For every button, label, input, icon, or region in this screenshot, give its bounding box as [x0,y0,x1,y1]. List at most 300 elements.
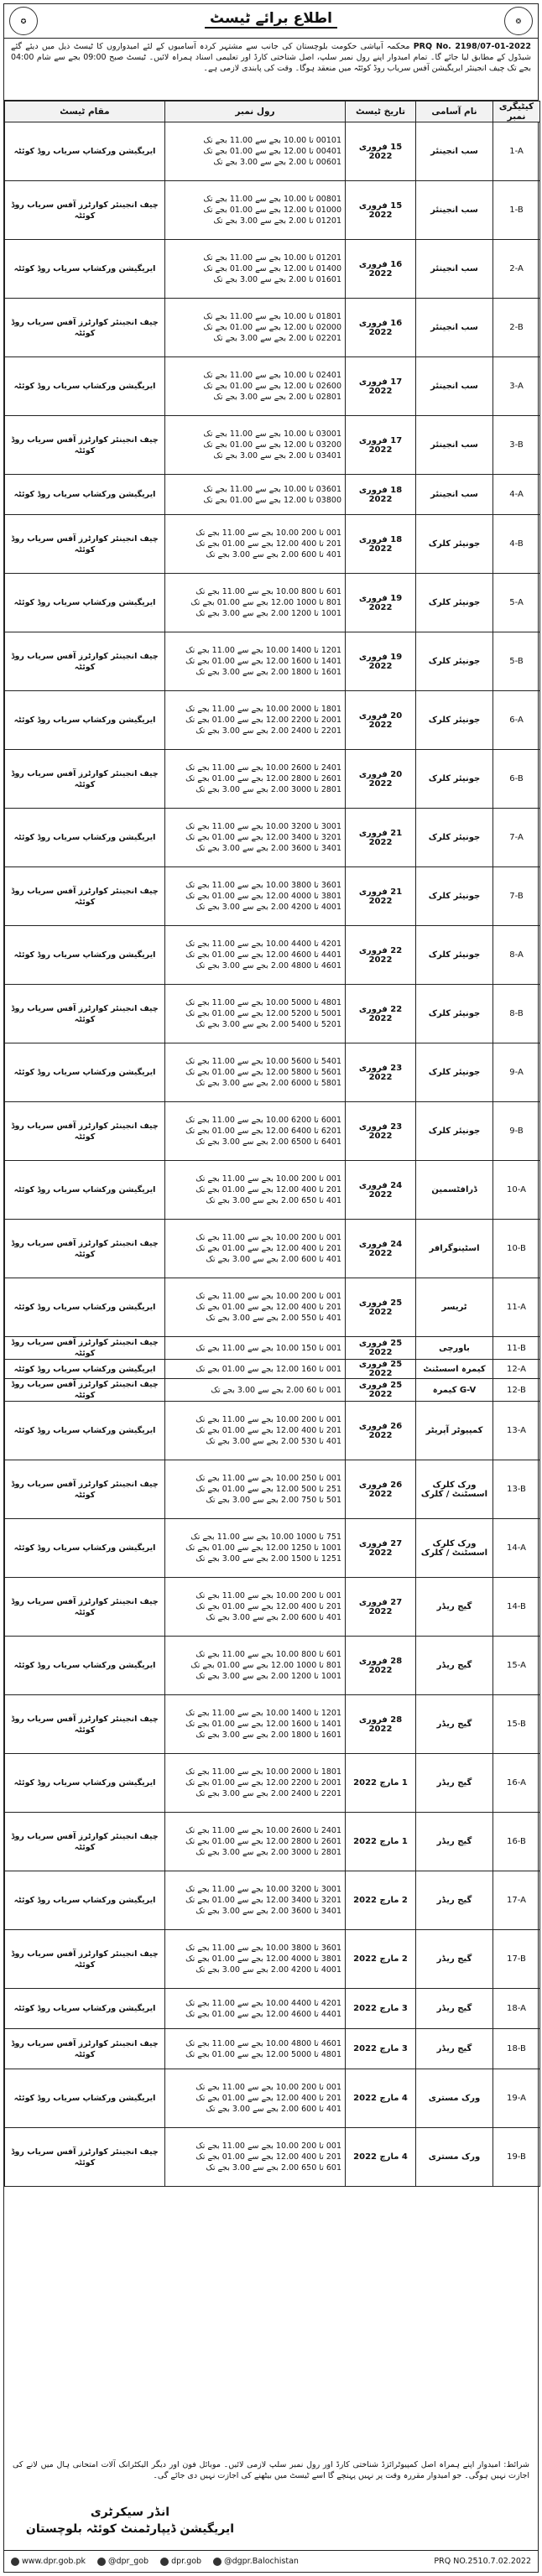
roll-range: 201 تا 400 12.00 بجے سے 01.00 بجے تک [195,539,341,549]
roll-range: 3001 تا 3200 10.00 بجے سے 11.00 بجے تک [185,822,341,831]
table-row [5,1930,540,1989]
roll-range: 201 تا 400 12.00 بجے سے 01.00 بجے تک [195,1602,341,1611]
notice-header [4,4,538,39]
roll-range: 401 تا 600 2.00 بجے سے 3.00 بجے تک [206,1255,341,1264]
roll-range: 03200 تا 12.00 بجے سے 01.00 بجے تک [203,440,341,450]
venue-cell: چیف انجینئر کوارٹرز آفس سریاب روڈ کوئٹہ [5,1695,165,1754]
roll-range: 6001 تا 6200 10.00 بجے سے 11.00 بجے تک [185,1116,341,1125]
rolls-cell [165,1161,346,1220]
category-cell: 7-A [493,809,540,867]
roll-range: 01400 تا 12.00 بجے سے 01.00 بجے تک [203,264,341,273]
post-cell: سب انجینئر [416,357,493,416]
date-cell: 25 فروری 2022 [346,1278,416,1337]
roll-range: 01000 تا 12.00 بجے سے 01.00 بجے تک [203,206,341,215]
venue-cell: ایریگیشن ورکشاپ سریاب روڈ کوئٹہ [5,1754,165,1813]
table-row [5,1278,540,1337]
department-logo-icon: ❂ [504,7,533,35]
table-row [5,1519,540,1578]
roll-range: 3601 تا 3800 10.00 بجے سے 11.00 بجے تک [185,1944,341,1953]
roll-range: 00401 تا 12.00 بجے سے 01.00 بجے تک [203,147,341,156]
roll-range: 201 تا 400 12.00 بجے سے 01.00 بجے تک [195,1303,341,1312]
date-cell: 18 فروری 2022 [346,475,416,515]
twitter-link[interactable]: @dpr_gob [97,2557,149,2566]
date-cell: 15 فروری 2022 [346,181,416,240]
post-cell: گیج ریڈر [416,2029,493,2069]
roll-range: 2001 تا 2200 12.00 بجے سے 01.00 بجے تک [185,716,341,725]
roll-range: 1201 تا 1400 10.00 بجے سے 11.00 بجے تک [185,646,341,655]
category-cell: 13-A [493,1402,540,1460]
roll-range: 2401 تا 2600 10.00 بجے سے 11.00 بجے تک [185,1826,341,1835]
roll-range: 001 تا 60 2.00 بجے سے 3.00 بجے تک [211,1385,341,1395]
date-cell: 27 فروری 2022 [346,1519,416,1578]
roll-range: 601 تا 650 2.00 بجے سے 3.00 بجے تک [206,2163,341,2173]
roll-range: 201 تا 400 12.00 بجے سے 01.00 بجے تک [195,1185,341,1194]
table-row [5,2029,540,2069]
roll-range: 2401 تا 2600 10.00 بجے سے 11.00 بجے تک [185,763,341,773]
post-cell: گیج ریڈر [416,1813,493,1871]
rolls-cell [165,1871,346,1930]
signature-department: ایریگیشن ڈیپارٹمنٹ کوئٹہ بلوچستان [25,2522,235,2536]
post-cell: گیج ریڈر [416,1871,493,1930]
notes-section: شرائط: امیدوار اپنے ہمراہ اصل کمپیوٹرائزڈ شناختی کارڈ اور رول نمبر سلپ لازمی لائیں۔ موبائل فون اور دیگر الیکٹرانک آلات امتحانی ہال میں لانے کی اجازت نہیں ہوگی۔ جو امیدوار مقررہ وقت پر نہیں پہنچے گا اسے ٹیسٹ میں بیٹھنے کی اجازت نہیں دی جائے گی۔ [13,2460,529,2480]
table-row [5,867,540,926]
date-cell: 19 فروری 2022 [346,632,416,691]
category-cell: 18-B [493,2029,540,2069]
table-row [5,1460,540,1519]
roll-range: 01801 تا 10.00 بجے سے 11.00 بجے تک [203,312,341,321]
roll-range: 001 تا 200 10.00 بجے سے 11.00 بجے تک [195,1233,341,1242]
table-row [5,357,540,416]
category-cell: 4-A [493,475,540,515]
category-cell: 11-B [493,1337,540,1360]
category-cell: 16-B [493,1813,540,1871]
rolls-cell [165,181,346,240]
date-cell: 28 فروری 2022 [346,1695,416,1754]
date-cell: 27 فروری 2022 [346,1578,416,1637]
roll-range: 1001 تا 1200 2.00 بجے سے 3.00 بجے تک [195,609,341,618]
roll-range: 001 تا 200 10.00 بجے سے 11.00 بجے تک [195,1174,341,1184]
venue-cell: ایریگیشن ورکشاپ سریاب روڈ کوئٹہ [5,1161,165,1220]
roll-range: 2201 تا 2400 2.00 بجے سے 3.00 بجے تک [195,1789,341,1798]
venue-cell: ایریگیشن ورکشاپ سریاب روڈ کوئٹہ [5,1871,165,1930]
rolls-cell [165,299,346,357]
roll-range: 001 تا 200 10.00 بجے سے 11.00 بجے تک [195,1591,341,1600]
header-post: نام آسامی [416,101,493,122]
venue-cell: چیف انجینئر کوارٹرز آفس سریاب روڈ کوئٹہ [5,181,165,240]
roll-range: 001 تا 200 10.00 بجے سے 11.00 بجے تک [195,2083,341,2092]
rolls-cell [165,867,346,926]
post-cell: گیج ریڈر [416,1930,493,1989]
roll-range: 1601 تا 1800 2.00 بجے سے 3.00 بجے تک [195,668,341,677]
post-cell: گیج ریڈر [416,1637,493,1695]
date-cell: 21 فروری 2022 [346,867,416,926]
category-cell: 19-A [493,2069,540,2128]
venue-cell: چیف انجینئر کوارٹرز آفس سریاب روڈ کوئٹہ [5,515,165,574]
post-cell: جونیئر کلرک [416,926,493,985]
date-cell: 3 مارچ 2022 [346,1989,416,2029]
roll-range: 4201 تا 4400 10.00 بجے سے 11.00 بجے تک [185,1998,341,2008]
date-cell: 25 فروری 2022 [346,1337,416,1360]
roll-range: 4401 تا 4600 12.00 بجے سے 01.00 بجے تک [185,950,341,960]
venue-cell: ایریگیشن ورکشاپ سریاب روڈ کوئٹہ [5,1360,165,1379]
rolls-cell [165,122,346,181]
roll-range: 2601 تا 2800 12.00 بجے سے 01.00 بجے تک [185,774,341,783]
roll-range: 201 تا 400 12.00 بجے سے 01.00 بجے تک [195,1426,341,1435]
venue-cell: ایریگیشن ورکشاپ سریاب روڈ کوئٹہ [5,1043,165,1102]
table-row [5,475,540,515]
roll-range: 00101 تا 10.00 بجے سے 11.00 بجے تک [203,136,341,145]
test-schedule-table [4,101,540,2187]
rolls-cell [165,750,346,809]
rolls-cell [165,1460,346,1519]
date-cell: 16 فروری 2022 [346,240,416,299]
rolls-cell [165,809,346,867]
venue-cell: چیف انجینئر کوارٹرز آفس سریاب روڈ کوئٹہ [5,1578,165,1637]
category-cell: 1-A [493,122,540,181]
post-cell: کمپیوٹر آپریٹر [416,1402,493,1460]
rolls-cell [165,1278,346,1337]
post-cell: G-V کیمرہ [416,1379,493,1402]
post-cell: ورک مستری [416,2128,493,2187]
category-cell: 15-B [493,1695,540,1754]
date-cell: 22 فروری 2022 [346,985,416,1043]
table-row [5,299,540,357]
category-cell: 18-A [493,1989,540,2029]
venue-cell: چیف انجینئر کوارٹرز آفس سریاب روڈ کوئٹہ [5,2029,165,2069]
date-cell: 4 مارچ 2022 [346,2069,416,2128]
roll-range: 401 تا 600 2.00 بجے سے 3.00 بجے تک [206,1613,341,1622]
header-category: کیٹیگری نمبر [493,101,540,122]
table-row [5,1989,540,2029]
table-row [5,1337,540,1360]
notice-document [3,3,539,2573]
table-row [5,985,540,1043]
roll-range: 401 تا 650 2.00 بجے سے 3.00 بجے تک [206,1196,341,1205]
roll-range: 001 تا 160 12.00 بجے سے 01.00 بجے تک [195,1364,341,1374]
date-cell: 16 فروری 2022 [346,299,416,357]
roll-range: 2001 تا 2200 12.00 بجے سے 01.00 بجے تک [185,1778,341,1788]
venue-cell: ایریگیشن ورکشاپ سریاب روڈ کوئٹہ [5,1278,165,1337]
date-cell: 28 فروری 2022 [346,1637,416,1695]
roll-range: 4001 تا 4200 2.00 بجے سے 3.00 بجے تک [195,1965,341,1975]
post-cell: سب انجینئر [416,299,493,357]
category-cell: 17-A [493,1871,540,1930]
category-cell: 2-A [493,240,540,299]
category-cell: 17-B [493,1930,540,1989]
table-row [5,809,540,867]
roll-range: 3201 تا 3400 12.00 بجے سے 01.00 بجے تک [185,833,341,842]
date-cell: 18 فروری 2022 [346,515,416,574]
post-cell: گیج ریڈر [416,1754,493,1813]
roll-range: 3801 تا 4000 12.00 بجے سے 01.00 بجے تک [185,1954,341,1964]
post-cell: گیج ریڈر [416,1578,493,1637]
post-cell: جونیئر کلرک [416,867,493,926]
venue-cell: چیف انجینئر کوارٹرز آفس سریاب روڈ کوئٹہ [5,1813,165,1871]
venue-cell: چیف انجینئر کوارٹرز آفس سریاب روڈ کوئٹہ [5,299,165,357]
roll-range: 751 تا 1000 10.00 بجے سے 11.00 بجے تک [190,1533,341,1542]
roll-range: 801 تا 1000 12.00 بجے سے 01.00 بجے تک [190,1661,341,1670]
table-row [5,2069,540,2128]
roll-range: 03601 تا 10.00 بجے سے 11.00 بجے تک [203,484,341,494]
date-cell: 3 مارچ 2022 [346,2029,416,2069]
post-cell: ٹریسر [416,1278,493,1337]
date-cell: 25 فروری 2022 [346,1360,416,1379]
government-logo-icon: ✪ [9,7,38,35]
signature-block [4,2504,256,2537]
roll-range: 001 تا 200 10.00 بجے سے 11.00 بجے تک [195,528,341,538]
table-row [5,1043,540,1102]
table-row [5,1402,540,1460]
roll-range: 4601 تا 4800 2.00 بجے سے 3.00 بجے تک [195,961,341,971]
rolls-cell [165,574,346,632]
roll-range: 201 تا 400 12.00 بجے سے 01.00 بجے تک [195,1244,341,1253]
roll-range: 01201 تا 10.00 بجے سے 11.00 بجے تک [203,253,341,263]
roll-range: 3401 تا 3600 2.00 بجے سے 3.00 بجے تک [195,1907,341,1916]
roll-range: 02201 تا 2.00 بجے سے 3.00 بجے تک [213,334,341,343]
post-cell: ورک کلرک اسسٹنٹ / کلرک [416,1519,493,1578]
roll-range: 3201 تا 3400 12.00 بجے سے 01.00 بجے تک [185,1896,341,1905]
roll-range: 4801 تا 5000 10.00 بجے سے 11.00 بجے تک [185,998,341,1007]
table-row [5,1754,540,1813]
table-row [5,1637,540,1695]
roll-range: 1801 تا 2000 10.00 بجے سے 11.00 بجے تک [185,705,341,714]
category-cell: 10-B [493,1220,540,1278]
footer-prq: PRQ NO.2510.7.02.2022 [434,2557,531,2566]
roll-range: 03800 تا 12.00 بجے سے 01.00 بجے تک [203,495,341,505]
table-row [5,632,540,691]
date-cell: 20 فروری 2022 [346,691,416,750]
post-cell: اسٹینوگرافر [416,1220,493,1278]
venue-cell: چیف انجینئر کوارٹرز آفس سریاب روڈ کوئٹہ [5,1379,165,1402]
date-cell: 2 مارچ 2022 [346,1871,416,1930]
header-date: تاریخ ٹیسٹ [346,101,416,122]
date-cell: 23 فروری 2022 [346,1102,416,1161]
category-cell: 9-A [493,1043,540,1102]
date-cell: 4 مارچ 2022 [346,2128,416,2187]
rolls-cell [165,632,346,691]
roll-range: 01601 تا 2.00 بجے سے 3.00 بجے تک [213,275,341,284]
roll-range: 1401 تا 1600 12.00 بجے سے 01.00 بجے تک [185,657,341,666]
post-cell: گیج ریڈر [416,1989,493,2029]
table-row [5,1220,540,1278]
rolls-cell [165,1578,346,1637]
roll-range: 3001 تا 3200 10.00 بجے سے 11.00 بجے تک [185,1885,341,1894]
post-cell: سب انجینئر [416,122,493,181]
roll-range: 1251 تا 1500 2.00 بجے سے 3.00 بجے تک [195,1554,341,1564]
roll-range: 801 تا 1000 12.00 بجے سے 01.00 بجے تک [190,598,341,607]
venue-cell: چیف انجینئر کوارٹرز آفس سریاب روڈ کوئٹہ [5,985,165,1043]
roll-range: 4401 تا 4600 12.00 بجے سے 01.00 بجے تک [185,2009,341,2019]
roll-range: 2801 تا 3000 2.00 بجے سے 3.00 بجے تک [195,785,341,794]
rolls-cell [165,1754,346,1813]
table-row [5,1578,540,1637]
date-cell: 26 فروری 2022 [346,1402,416,1460]
post-cell: جونیئر کلرک [416,1043,493,1102]
roll-range: 401 تا 550 2.00 بجے سے 3.00 بجے تک [206,1314,341,1323]
facebook-link[interactable]: dpr.gob [160,2557,201,2566]
table-row [5,1871,540,1930]
date-cell: 25 فروری 2022 [346,1379,416,1402]
table-row [5,181,540,240]
table-row [5,1813,540,1871]
roll-range: 2201 تا 2400 2.00 بجے سے 3.00 بجے تک [195,726,341,736]
roll-range: 4801 تا 5000 12.00 بجے سے 01.00 بجے تک [185,2049,341,2059]
post-cell: سب انجینئر [416,416,493,475]
venue-cell: ایریگیشن ورکشاپ سریاب روڈ کوئٹہ [5,926,165,985]
post-cell: ورک کلرک اسسٹنٹ / کلرک [416,1460,493,1519]
post-cell: باورچی [416,1337,493,1360]
roll-range: 3601 تا 3800 10.00 بجے سے 11.00 بجے تک [185,881,341,890]
venue-cell: چیف انجینئر کوارٹرز آفس سریاب روڈ کوئٹہ [5,1102,165,1161]
category-cell: 5-B [493,632,540,691]
venue-cell: ایریگیشن ورکشاپ سریاب روڈ کوئٹہ [5,357,165,416]
roll-range: 03001 تا 10.00 بجے سے 11.00 بجے تک [203,429,341,439]
table-row [5,691,540,750]
roll-range: 2601 تا 2800 12.00 بجے سے 01.00 بجے تک [185,1837,341,1846]
post-cell: سب انجینئر [416,240,493,299]
instagram-link[interactable]: @dgpr.Balochistan [213,2557,299,2566]
post-cell: سب انجینئر [416,475,493,515]
roll-range: 01201 تا 2.00 بجے سے 3.00 بجے تک [213,216,341,226]
post-cell: جونیئر کلرک [416,1102,493,1161]
roll-range: 001 تا 150 10.00 بجے سے 11.00 بجے تک [195,1343,341,1353]
category-cell: 8-B [493,985,540,1043]
date-cell: 22 فروری 2022 [346,926,416,985]
table-row [5,1360,540,1379]
category-cell: 6-B [493,750,540,809]
category-cell: 7-B [493,867,540,926]
post-cell: ڈرافٹسمین [416,1161,493,1220]
rolls-cell [165,1337,346,1360]
roll-range: 201 تا 400 12.00 بجے سے 01.00 بجے تک [195,2094,341,2103]
roll-range: 001 تا 250 10.00 بجے سے 11.00 بجے تک [195,1474,341,1483]
rolls-cell [165,1989,346,2029]
venue-cell: چیف انجینئر کوارٹرز آفس سریاب روڈ کوئٹہ [5,2128,165,2187]
roll-range: 00801 تا 10.00 بجے سے 11.00 بجے تک [203,195,341,204]
roll-range: 1401 تا 1600 12.00 بجے سے 01.00 بجے تک [185,1720,341,1729]
table-row [5,240,540,299]
venue-cell: چیف انجینئر کوارٹرز آفس سریاب روڈ کوئٹہ [5,416,165,475]
notice-intro [4,39,538,101]
roll-range: 1801 تا 2000 10.00 بجے سے 11.00 بجے تک [185,1767,341,1777]
table-row [5,515,540,574]
date-cell: 19 فروری 2022 [346,574,416,632]
roll-range: 1201 تا 1400 10.00 بجے سے 11.00 بجے تک [185,1709,341,1718]
venue-cell: چیف انجینئر کوارٹرز آفس سریاب روڈ کوئٹہ [5,1220,165,1278]
roll-range: 02801 تا 2.00 بجے سے 3.00 بجے تک [213,393,341,402]
intro-text: محکمہ آبپاشی حکومت بلوچستان کی جانب سے مشتہر کردہ آسامیوں کے لئے امیدواروں کا ٹیسٹ ذیل میں دیئے گئے شیڈول کے مطابق لیا جائے گا۔ تمام امیدوار اپنے رول نمبر سلپ، اصل شناختی کارڈ اور تعلیمی اسناد ہمراہ لائیں۔ ٹیسٹ صبح 09:00 بجے سے شام 04:00 بجے تک چیف انجینئر ایریگیشن آفس سریاب روڈ کوئٹہ میں منعقد ہوگا۔ وقت کی پابندی لازمی ہے۔ [11,42,531,73]
rolls-cell [165,985,346,1043]
rolls-cell [165,1360,346,1379]
category-cell: 1-B [493,181,540,240]
prq-reference: PRQ No. 2198/07-01-2022 [413,42,531,51]
roll-range: 2801 تا 3000 2.00 بجے سے 3.00 بجے تک [195,1848,341,1857]
date-cell: 24 فروری 2022 [346,1161,416,1220]
venue-cell: چیف انجینئر کوارٹرز آفس سریاب روڈ کوئٹہ [5,867,165,926]
signature-title: انڈر سیکرٹری [90,2506,170,2519]
notice-title: اطلاع برائے ٹیسٹ [4,9,538,27]
table-row [5,1102,540,1161]
category-cell: 8-A [493,926,540,985]
post-cell: جونیئر کلرک [416,750,493,809]
table-row [5,416,540,475]
roll-range: 001 تا 200 10.00 بجے سے 11.00 بجے تک [195,1415,341,1424]
rolls-cell [165,475,346,515]
roll-range: 5401 تا 5600 10.00 بجے سے 11.00 بجے تک [185,1057,341,1066]
roll-range: 601 تا 800 10.00 بجے سے 11.00 بجے تک [195,587,341,596]
date-cell: 24 فروری 2022 [346,1220,416,1278]
roll-range: 6401 تا 6500 2.00 بجے سے 3.00 بجے تک [195,1137,341,1147]
rolls-cell [165,1930,346,1989]
rolls-cell [165,2069,346,2128]
rolls-cell [165,515,346,574]
venue-cell: ایریگیشن ورکشاپ سریاب روڈ کوئٹہ [5,240,165,299]
roll-range: 401 تا 530 2.00 بجے سے 3.00 بجے تک [206,1437,341,1446]
roll-range: 5801 تا 6000 2.00 بجے سے 3.00 بجے تک [195,1079,341,1088]
rolls-cell [165,1379,346,1402]
roll-range: 401 تا 600 2.00 بجے سے 3.00 بجے تک [206,550,341,559]
date-cell: 17 فروری 2022 [346,416,416,475]
rolls-cell [165,1519,346,1578]
roll-range: 201 تا 400 12.00 بجے سے 01.00 بجے تک [195,2152,341,2162]
rolls-cell [165,1637,346,1695]
rolls-cell [165,1402,346,1460]
table-row [5,1379,540,1402]
date-cell: 21 فروری 2022 [346,809,416,867]
date-cell: 2 مارچ 2022 [346,1930,416,1989]
table-row [5,574,540,632]
globe-icon [11,2558,19,2566]
rolls-cell [165,691,346,750]
post-cell: جونیئر کلرک [416,515,493,574]
roll-range: 601 تا 800 10.00 بجے سے 11.00 بجے تک [195,1650,341,1659]
roll-range: 5001 تا 5200 12.00 بجے سے 01.00 بجے تک [185,1009,341,1018]
venue-cell: چیف انجینئر کوارٹرز آفس سریاب روڈ کوئٹہ [5,1930,165,1989]
roll-range: 00601 تا 2.00 بجے سے 3.00 بجے تک [213,158,341,167]
instagram-icon [213,2558,221,2566]
header-venue: مقام ٹیسٹ [5,101,165,122]
category-cell: 2-B [493,299,540,357]
date-cell: 15 فروری 2022 [346,122,416,181]
post-cell: جونیئر کلرک [416,574,493,632]
roll-range: 5601 تا 5800 12.00 بجے سے 01.00 بجے تک [185,1068,341,1077]
venue-cell: ایریگیشن ورکشاپ سریاب روڈ کوئٹہ [5,1402,165,1460]
table-row [5,1161,540,1220]
table-row [5,926,540,985]
website-link[interactable]: www.dpr.gob.pk [11,2557,86,2566]
roll-range: 001 تا 200 10.00 بجے سے 11.00 بجے تک [195,1292,341,1301]
roll-range: 02000 تا 12.00 بجے سے 01.00 بجے تک [203,323,341,332]
post-cell: جونیئر کلرک [416,985,493,1043]
roll-range: 02401 تا 10.00 بجے سے 11.00 بجے تک [203,371,341,380]
roll-range: 4201 تا 4400 10.00 بجے سے 11.00 بجے تک [185,939,341,949]
category-cell: 13-B [493,1460,540,1519]
roll-range: 1001 تا 1250 12.00 بجے سے 01.00 بجے تک [185,1543,341,1553]
post-cell: سب انجینئر [416,181,493,240]
date-cell: 1 مارچ 2022 [346,1813,416,1871]
rolls-cell [165,2128,346,2187]
venue-cell: ایریگیشن ورکشاپ سریاب روڈ کوئٹہ [5,809,165,867]
venue-cell: ایریگیشن ورکشاپ سریاب روڈ کوئٹہ [5,475,165,515]
rolls-cell [165,1695,346,1754]
roll-range: 6201 تا 6400 12.00 بجے سے 01.00 بجے تک [185,1127,341,1136]
roll-range: 5201 تا 5400 2.00 بجے سے 3.00 بجے تک [195,1020,341,1029]
category-cell: 12-A [493,1360,540,1379]
venue-cell: ایریگیشن ورکشاپ سریاب روڈ کوئٹہ [5,691,165,750]
category-cell: 4-B [493,515,540,574]
venue-cell: ایریگیشن ورکشاپ سریاب روڈ کوئٹہ [5,1989,165,2029]
roll-range: 3801 تا 4000 12.00 بجے سے 01.00 بجے تک [185,892,341,901]
